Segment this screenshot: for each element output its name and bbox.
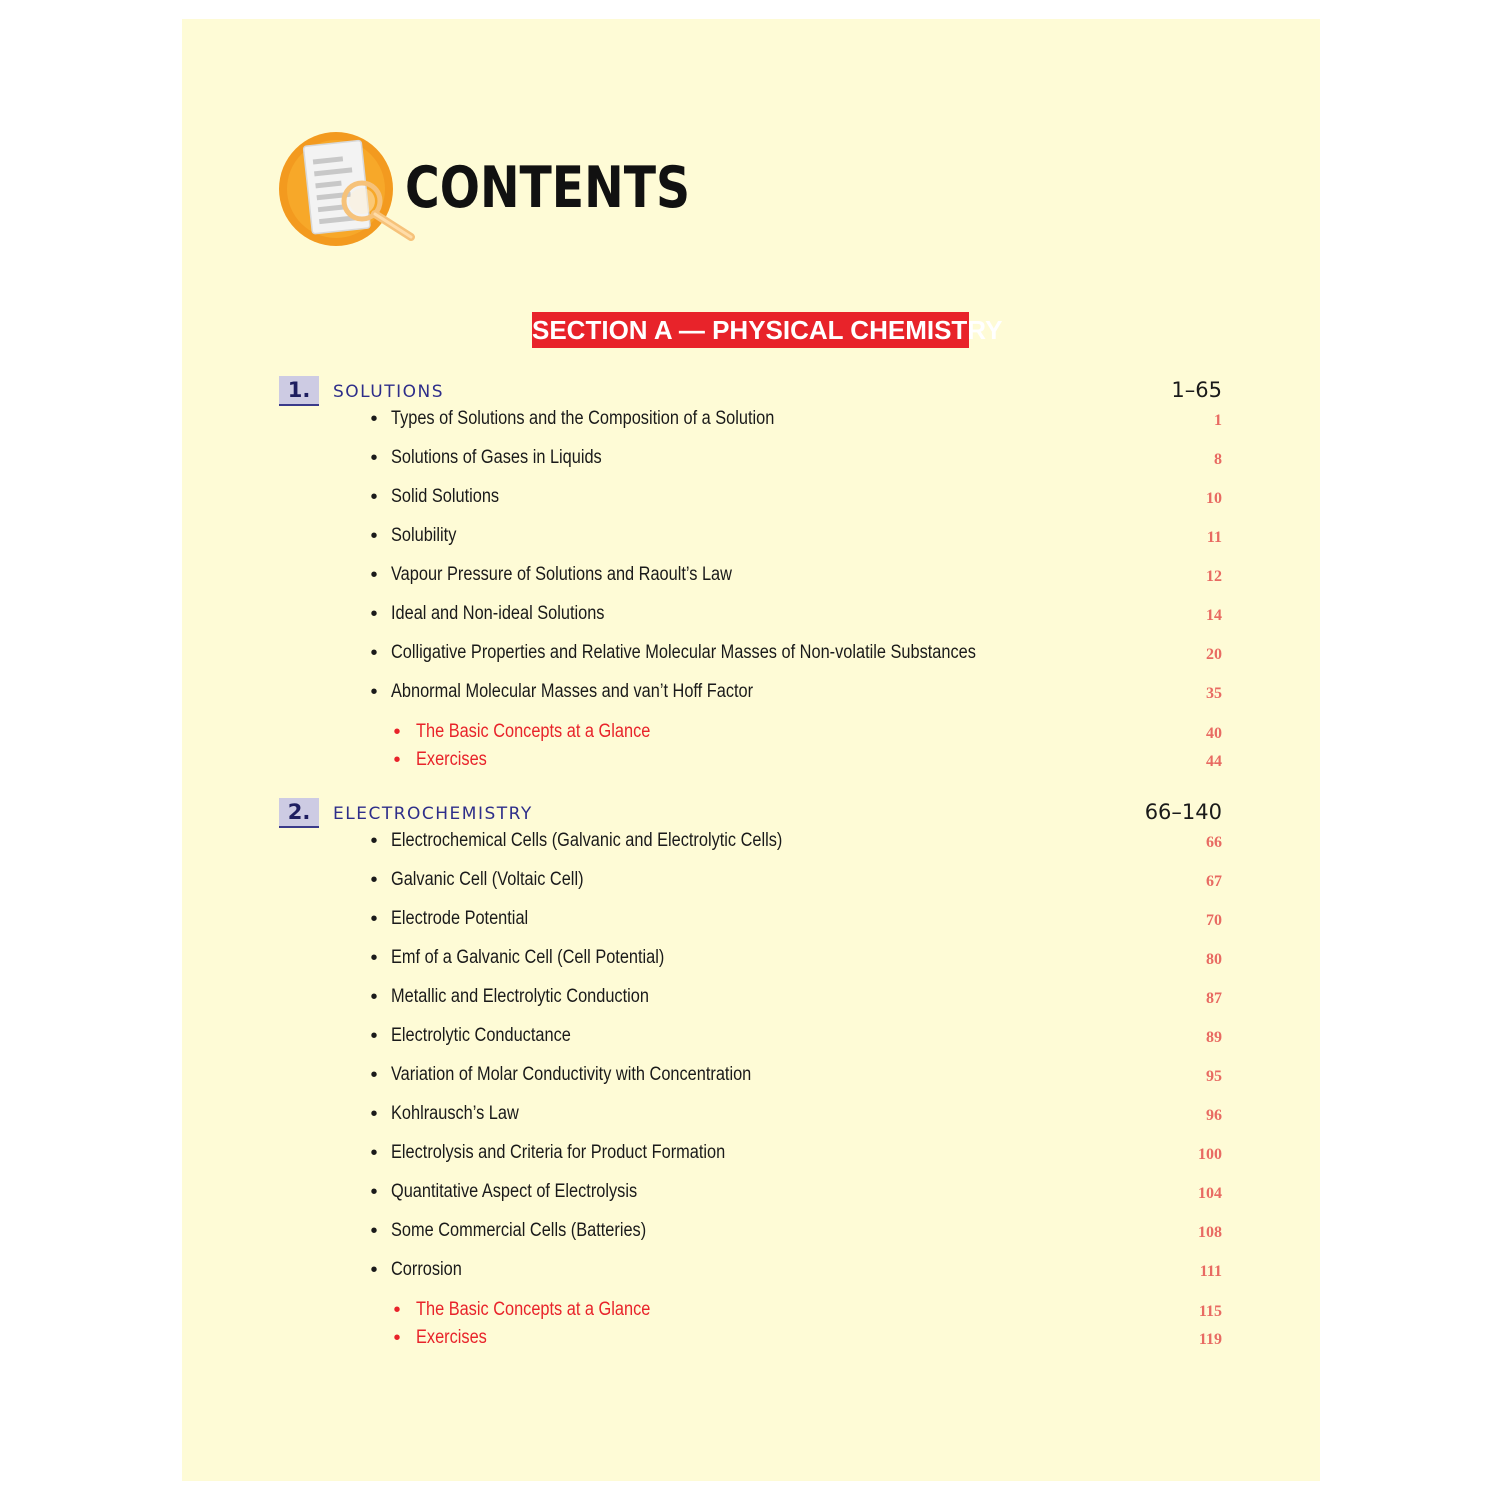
- toc-entry-label: Solutions of Gases in Liquids: [391, 447, 602, 468]
- toc-extra-label: Exercises: [416, 1327, 487, 1348]
- bullet-icon: •: [370, 603, 378, 625]
- bullet-icon: •: [370, 408, 378, 430]
- toc-entry-label: Electrolytic Conductance: [391, 1025, 571, 1046]
- toc-entry[interactable]: [368, 523, 1222, 549]
- bullet-icon: •: [370, 1064, 378, 1086]
- toc-entry-page: 20: [1206, 646, 1222, 663]
- toc-entry[interactable]: [368, 1179, 1222, 1205]
- bullet-icon: •: [370, 830, 378, 852]
- toc-entry-page: 11: [1206, 529, 1222, 546]
- chapter-title[interactable]: SOLUTIONS: [333, 382, 445, 402]
- toc-entry-page: 10: [1206, 490, 1222, 507]
- bullet-icon: •: [370, 447, 378, 469]
- toc-entry-label: Ideal and Non-ideal Solutions: [391, 603, 605, 624]
- toc-entry-page: 66: [1206, 834, 1222, 851]
- toc-extra-entry[interactable]: [391, 719, 1222, 745]
- toc-entry-page: 80: [1206, 951, 1222, 968]
- toc-entry-label: Abnormal Molecular Masses and van’t Hoff Factor: [391, 681, 754, 702]
- toc-entry[interactable]: [368, 906, 1222, 932]
- toc-entry[interactable]: [368, 562, 1222, 588]
- toc-entry[interactable]: [368, 1257, 1222, 1283]
- toc-entry[interactable]: [368, 601, 1222, 627]
- toc-entry[interactable]: [368, 679, 1222, 705]
- toc-entry[interactable]: [368, 640, 1222, 666]
- toc-entry[interactable]: [368, 1062, 1222, 1088]
- toc-entry[interactable]: [368, 945, 1222, 971]
- toc-entry-page: 104: [1198, 1185, 1222, 1202]
- toc-entry-page: 87: [1206, 990, 1222, 1007]
- chapter-number: 2.: [279, 798, 319, 828]
- bullet-icon: •: [370, 486, 378, 508]
- bullet-icon: •: [370, 869, 378, 891]
- toc-entry-label: Corrosion: [391, 1259, 462, 1280]
- toc-entry-label: Electrochemical Cells (Galvanic and Electrolytic Cells): [391, 830, 783, 851]
- toc-entry-page: 70: [1206, 912, 1222, 929]
- chapter-page-range: 66–140: [1144, 800, 1222, 824]
- toc-entry[interactable]: [368, 1101, 1222, 1127]
- toc-entry-page: 1: [1214, 412, 1222, 429]
- chapter-title[interactable]: ELECTROCHEMISTRY: [333, 804, 533, 824]
- toc-entry-page: 14: [1206, 607, 1222, 624]
- toc-entry-page: 95: [1206, 1068, 1222, 1085]
- bullet-icon: •: [370, 986, 378, 1008]
- toc-entry-page: 108: [1198, 1224, 1222, 1241]
- page-title: CONTENTS: [405, 155, 691, 221]
- toc-entry-label: Metallic and Electrolytic Conduction: [391, 986, 649, 1007]
- bullet-icon: •: [393, 721, 401, 743]
- toc-extra-page: 44: [1206, 753, 1222, 770]
- bullet-icon: •: [370, 908, 378, 930]
- chapter-page-range: 1–65: [1171, 378, 1222, 402]
- toc-entry-label: Quantitative Aspect of Electrolysis: [391, 1181, 638, 1202]
- bullet-icon: •: [370, 1259, 378, 1281]
- bullet-icon: •: [370, 1220, 378, 1242]
- toc-entry-label: Colligative Properties and Relative Molecular Masses of Non-volatile Substances: [391, 642, 976, 663]
- toc-entry-label: Emf of a Galvanic Cell (Cell Potential): [391, 947, 665, 968]
- toc-extra-page: 119: [1198, 1331, 1222, 1348]
- toc-entry[interactable]: [368, 984, 1222, 1010]
- toc-entry-label: Kohlrausch’s Law: [391, 1103, 519, 1124]
- toc-extra-entry[interactable]: [391, 1297, 1222, 1323]
- toc-entry-page: 96: [1206, 1107, 1222, 1124]
- bullet-icon: •: [393, 1327, 401, 1349]
- toc-entry[interactable]: [368, 445, 1222, 471]
- toc-entry[interactable]: [368, 828, 1222, 854]
- bullet-icon: •: [370, 1142, 378, 1164]
- chapter-number: 1.: [279, 376, 319, 406]
- bullet-icon: •: [370, 1181, 378, 1203]
- toc-entry-page: 89: [1206, 1029, 1222, 1046]
- bullet-icon: •: [393, 1299, 401, 1321]
- toc-entry-label: Some Commercial Cells (Batteries): [391, 1220, 647, 1241]
- toc-entry[interactable]: [368, 406, 1222, 432]
- bullet-icon: •: [370, 1025, 378, 1047]
- toc-extra-label: Exercises: [416, 749, 487, 770]
- toc-entry[interactable]: [368, 1218, 1222, 1244]
- toc-entry-page: 8: [1214, 451, 1222, 468]
- toc-entry-label: Electrode Potential: [391, 908, 529, 929]
- bullet-icon: •: [370, 681, 378, 703]
- toc-entry[interactable]: [368, 867, 1222, 893]
- toc-extra-entry[interactable]: [391, 1325, 1222, 1351]
- toc-entry-label: Vapour Pressure of Solutions and Raoult’s Law: [391, 564, 732, 585]
- section-banner: SECTION A — PHYSICAL CHEMISTRY: [532, 312, 969, 348]
- bullet-icon: •: [393, 749, 401, 771]
- bullet-icon: •: [370, 1103, 378, 1125]
- toc-entry-page: 12: [1206, 568, 1222, 585]
- toc-extra-page: 40: [1206, 725, 1222, 742]
- toc-extra-label: The Basic Concepts at a Glance: [416, 1299, 651, 1320]
- toc-entry-page: 100: [1198, 1146, 1222, 1163]
- bullet-icon: •: [370, 947, 378, 969]
- toc-entry-page: 67: [1206, 873, 1222, 890]
- toc-entry[interactable]: [368, 1023, 1222, 1049]
- toc-entry-label: Types of Solutions and the Composition of a Solution: [391, 408, 775, 429]
- toc-entry-label: Variation of Molar Conductivity with Concentration: [391, 1064, 752, 1085]
- toc-entry-page: 111: [1199, 1263, 1222, 1280]
- toc-entry[interactable]: [368, 484, 1222, 510]
- toc-extra-entry[interactable]: [391, 747, 1222, 773]
- toc-extra-page: 115: [1198, 1303, 1222, 1320]
- toc-entry-label: Solubility: [391, 525, 457, 546]
- bullet-icon: •: [370, 642, 378, 664]
- toc-extra-label: The Basic Concepts at a Glance: [416, 721, 651, 742]
- toc-entry-label: Galvanic Cell (Voltaic Cell): [391, 869, 584, 890]
- bullet-icon: •: [370, 525, 378, 547]
- document-magnifier-icon: [278, 131, 423, 249]
- toc-entry[interactable]: [368, 1140, 1222, 1166]
- bullet-icon: •: [370, 564, 378, 586]
- toc-entry-label: Solid Solutions: [391, 486, 500, 507]
- toc-entry-page: 35: [1206, 685, 1222, 702]
- toc-entry-label: Electrolysis and Criteria for Product Formation: [391, 1142, 726, 1163]
